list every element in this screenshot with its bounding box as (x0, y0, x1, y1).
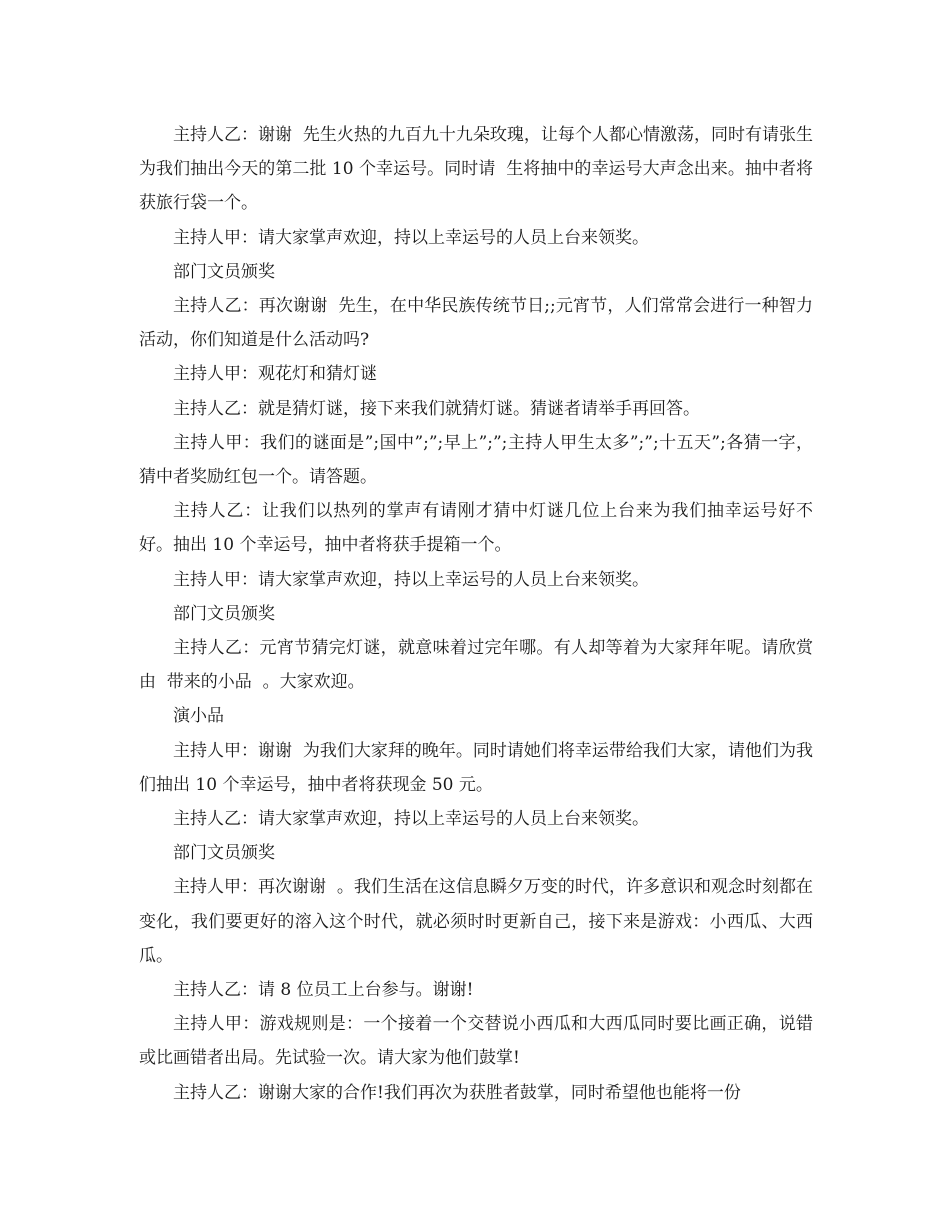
paragraph: 主持人乙：谢谢 先生火热的九百九十九朵玫瑰，让每个人都心情激荡，同时有请张生为我们抽出今天的第二批 10 个幸运号。同时请 生将抽中的幸运号大声念出来。抽中者将获旅行袋一个。 (139, 125, 813, 214)
stage-direction: 部门文员颁奖 (173, 261, 275, 282)
stage-direction: 部门文员颁奖 (173, 843, 275, 864)
paragraph: 主持人乙：元宵节猜完灯谜，就意味着过完年哪。有人却等着为大家拜年呢。请欣赏由 带来的小品 。大家欢迎。 (139, 638, 813, 693)
paragraph: 主持人甲：再次谢谢 。我们生活在这信息瞬夕万变的时代，许多意识和观念时刻都在变化，我们要更好的溶入这个时代，就必须时时更新自己，接下来是游戏：小西瓜、大西瓜。 (139, 877, 813, 966)
document-body (139, 118, 813, 1110)
paragraph: 主持人乙：就是猜灯谜，接下来我们就猜灯谜。猜谜者请举手再回答。 (173, 398, 700, 419)
paragraph: 主持人乙：请 8 位员工上台参与。谢谢! (173, 980, 474, 1001)
paragraph: 主持人甲：游戏规则是：一个接着一个交替说小西瓜和大西瓜同时要比画正确，说错或比画错者出局。先试验一次。请大家为他们鼓掌! (139, 1014, 813, 1069)
paragraph: 主持人甲：我们的谜面是”;国中”;”;早上”;”;主持人甲生太多”;”;十五天”;各猜一字，猜中者奖励红包一个。请答题。 (139, 432, 813, 488)
paragraph: 主持人甲：谢谢 为我们大家拜的晚年。同时请她们将幸运带给我们大家，请他们为我们抽出 10 个幸运号，抽中者将获现金 50 元。 (139, 740, 813, 795)
stage-direction: 部门文员颁奖 (173, 603, 275, 624)
stage-direction: 演小品 (173, 706, 224, 727)
paragraph: 主持人甲：请大家掌声欢迎，持以上幸运号的人员上台来领奖。 (173, 227, 649, 248)
paragraph: 主持人乙：请大家掌声欢迎，持以上幸运号的人员上台来领奖。 (173, 809, 649, 830)
paragraph: 主持人乙：谢谢大家的合作!我们再次为获胜者鼓掌，同时希望他也能将一份 (173, 1082, 741, 1103)
paragraph: 主持人乙：再次谢谢 先生，在中华民族传统节日;;元宵节，人们常常会进行一种智力活动，你们知道是什么活动吗? (139, 296, 813, 351)
paragraph: 主持人乙：让我们以热列的掌声有请刚才猜中灯谜几位上台来为我们抽幸运号好不好。抽出 10 个幸运号，抽中者将获手提箱一个。 (139, 501, 813, 556)
paragraph: 主持人甲：请大家掌声欢迎，持以上幸运号的人员上台来领奖。 (173, 569, 649, 590)
paragraph: 主持人甲：观花灯和猜灯谜 (173, 364, 377, 385)
